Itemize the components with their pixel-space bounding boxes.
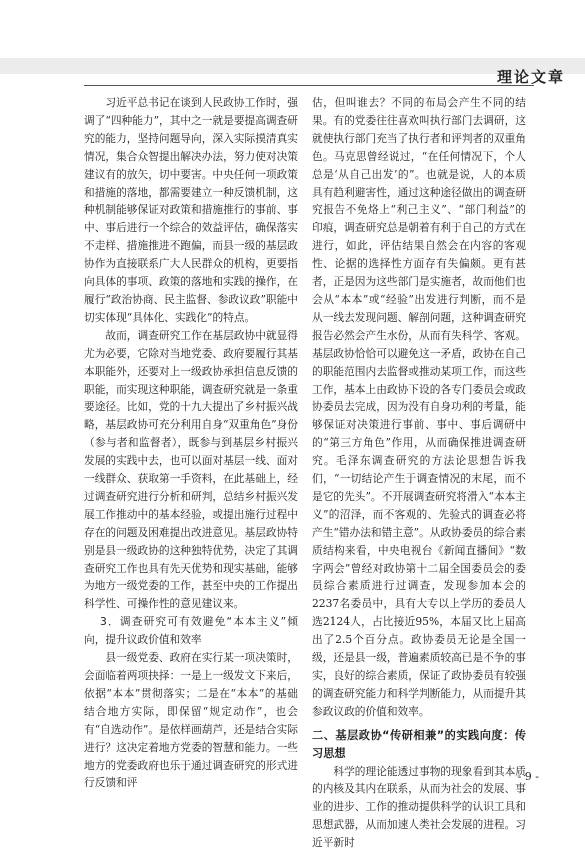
section-label: 理论文章 [496, 68, 565, 86]
body-paragraph: 科学的理论能透过事物的现象看到其本质的内核及其内在联系，从而为社会的发展、事业的进步、工作的推动提供科学的认识工具和思想武器，从而加速人类社会发展的进程。习近平新时 [312, 764, 526, 850]
left-column [84, 94, 298, 792]
body-paragraph: 习近平总书记在谈到人民政协工作时，强调了“四种能力”，其中之一就是要提高调查研究的能力，坚持问题导向，深入实际摸清真实情况，集合众智提出解决办法，努力使对决策建议有的放矢，切中要害。中央任何一项政策和措施的落地，都需要建立一种反馈机制，这种机制能够保证对政策和措施推行的事前、事中、事后进行一个综合的效益评估，确保落实不走样、措施推进不跑偏，而县一级的基层政协作为直接联系广大人民群众的机构，更要指向具体的事项、政策的落地和实践的操作，在履行“政治协商、民主监督、参政议政”职能中切实体现“具体化、实践化”的特点。 [84, 96, 298, 324]
body-paragraph: 县一级党委、政府在实行某一项决策时，会面临着两项抉择：一是上一级发文下来后，依据“本本”贯彻落实；二是在“本本”的基础结合地方实际，即保留“规定动作”，也会有“自选动作”。是依样画葫芦，还是结合实际进行？这决定着地方党委的智慧和能力。一些地方的党委政府也乐于通过调查研究的形式进行反馈和评 [84, 651, 298, 790]
body-paragraph: 故而，调查研究工作在基层政协中就显得尤为必要，它除对当地党委、政府要履行其基本职能外，还要对上一级政协承担信息反馈的职能，而实现这种职能，调查研究就是一条重要途径。比如，党的十九大提出了乡村振兴战略，基层政协可充分利用自身“双重角色”身份（参与者和监督者），既参与到基层乡村振兴发展的实践中去，也可以面对基层一线、面对一线群众、获取第一手资料，在此基础上，经过调查研究进行分析和研判，总结乡村振兴发展工作推动中的基本经验，或提出施行过程中存在的问题及困难提出改进意见。基层政协特别是县一级政协的这种独特优势，决定了其调查研究工作也具有先天优势和现实基础，能够为地方一级党委的工作，甚至中央的工作提出科学性、可操作性的意见建议来。 [84, 328, 298, 611]
page-number: - 9 - [517, 770, 539, 783]
header-rule [84, 85, 534, 86]
section-heading: 二、基层政协“传研相兼”的实践向度：传习思想 [312, 728, 526, 760]
right-column [312, 94, 526, 852]
subheading: 3．调查研究可有效避免“本本主义”倾向，提升议政价值和效率 [84, 615, 298, 647]
body-paragraph: 估，但叫谁去？不同的布局会产生不同的结果。有的党委往往喜欢叫执行部门去调研，这就使执行部门充当了执行者和评判者的双重角色。马克思曾经说过，“在任何情况下，个人总是‘从自己出发’的”。也就是说，人的本质具有趋利避害性，通过这种途径做出的调查研究报告不免烙上“利己主义”、“部门利益”的印痕，调查研究总是朝着有利于自己的方式在进行，如此，评估结果自然会在内容的客观性、论据的选择性方面存有失偏颇。更有甚者，正是因为这些部门是实施者，故而他们也会从“本本”或“经验”出发进行判断，而不是从一线去发现问题、解剖问题，这种调查研究报告必然会产生水份，从而有失科学、客观。基层政协恰恰可以避免这一矛盾，政协在自己的职能范围内去监督或推动某项工作，而这些工作，基本上由政协下设的各专门委员会或政协委员去完成，因为没有自身功利的考量，能够保证对决策进行事前、事中、事后调研中的“第三方角色”作用，从而确保推进调查研究。毛泽东调查研究的方法论思想告诉我们，“一切结论产生于调查情况的末尾，而不是它的先头”。不开展调查研究将滑入“本本主义”的沼泽，而不客观的、先验式的调查必将产生“错办法和错主意”。从政协委员的综合素质结构来看，中央电视台《新闻直播间》“数字两会”曾经对政协第十二届全国委员会的委员综合素质进行过调查，发现参加本会的2237名委员中，具有大专以上学历的委员人选2124人，占比接近95%，本届又比上届高出了2.5个百分点。政协委员无论是全国一级，还是县一级，普遍素质较高已是不争的事实，良好的综合素质，保证了政协委员有较强的调查研究能力和科学判断能力，从而提升其参政议政的价值和效率。 [312, 96, 526, 718]
